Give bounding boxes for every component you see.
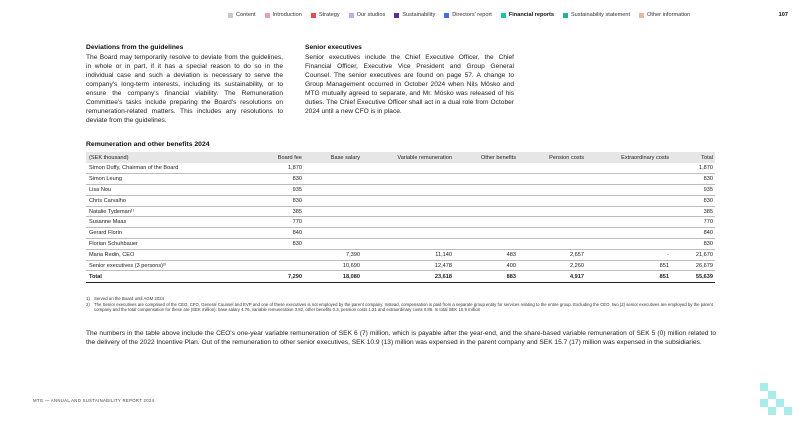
table-title: Remuneration and other benefits 2024 [86,141,210,148]
nav-swatch-icon [639,13,644,18]
table-cell [304,195,362,206]
table-cell [454,217,518,228]
table-cell [454,185,518,196]
table-cell: 840 [671,228,715,239]
logo-mark-icon [760,381,794,415]
table-cell: 18,080 [304,271,362,283]
page-number: 107 [778,12,788,18]
table-cell [518,174,586,185]
table-cell: 830 [246,174,304,185]
nav-item-content[interactable] [228,12,256,18]
table-cell: 385 [671,206,715,217]
table-cell: Simon Leung [86,174,246,185]
nav-item-sustainability-statement[interactable] [563,12,630,18]
table-cell: 830 [671,239,715,250]
table-cell [586,206,671,217]
column-header: Other benefits [454,152,518,163]
footnote-text: Served on the Board until AGM 2024 [94,296,164,301]
table-cell [304,185,362,196]
table-cell [586,195,671,206]
table-cell: 2,260 [518,260,586,271]
table-cell [586,163,671,174]
summary-paragraph: The numbers in the table above include the CEO's one-year variable remuneration of SEK 6 (7) million, which is payable after the year-end, and the share-based variable remuneration of SEK 5 (0) million related to the delivery of the 2022 Incentive Plan. Out of the remuneration to other senior executives, SEK 10.9 (13) million was expensed in the parent company and SEK 15.7 (17) million was expensed in the subsidiaries. [86,330,716,347]
table-cell [586,217,671,228]
table-cell: 770 [671,217,715,228]
footnote-text: The Senior executives are comprised of the CEO, CFO, General Counsel and EVP and one of these executives is not employed by the parent company. Instead, compensation is paid from a separate group entity for services relating to the entire group. Excluding the CEO, two (2) senior executives are employed by the parent company and the total compensation for these are (SEK million): base salary 4.76, variable remuneration 3.82, other benefits 0.3, pension costs 1.21 and extraordinary costs 0.85. In total SEK 10.9 million [94,301,713,313]
table-cell: 851 [586,260,671,271]
table-cell [362,228,454,239]
table-cell: 55,639 [671,271,715,283]
table-cell: 12,478 [362,260,454,271]
top-navigation [228,10,788,20]
senior-executives-body: Senior executives include the Chief Executive Officer, the Chief Financial Officer, Executive Vice President and Group General Counsel. The senior executives are found on page 57. A change to Group Management occurred in October 2024 when Nils Mösko and MTG mutually agreed to separate, and Mr. Mösko was released of his duties. The Chief Executive Officer shall act in a dual role from October 2024 until a new CFO is in place. [305,53,514,116]
nav-swatch-icon [265,13,270,18]
table-cell [518,185,586,196]
deviations-heading: Deviations from the guidelines [86,44,184,51]
table-cell: Chris Carvalho [86,195,246,206]
table-cell: 11,140 [362,249,454,260]
nav-item-label: Strategy [318,12,340,18]
table-cell [518,195,586,206]
table-row [86,163,715,174]
nav-item-label: Introduction [272,12,302,18]
nav-item-sustainability[interactable] [394,12,435,18]
nav-item-label: Directors' report [452,12,492,18]
table-cell: 2,657 [518,249,586,260]
table-cell: 7,290 [246,271,304,283]
table-cell: 851 [586,271,671,283]
table-cell [518,239,586,250]
nav-item-other-information[interactable] [639,12,690,18]
nav-swatch-icon [501,13,506,18]
table-cell: Florian Schuhbauer [86,239,246,250]
table-cell [454,174,518,185]
column-header: Base salary [304,152,362,163]
table-cell [304,206,362,217]
table-cell [362,185,454,196]
table-cell: 830 [671,174,715,185]
column-header: Variable remuneration [362,152,454,163]
table-cell [362,217,454,228]
nav-item-our-studios[interactable] [349,12,386,18]
table-cell: 935 [246,185,304,196]
nav-item-label: Our studios [356,12,386,18]
table-cell: Natalie Tydeman¹⁾ [86,206,246,217]
column-header: Pension costs [518,152,586,163]
table-cell [586,239,671,250]
nav-item-label: Sustainability statement [570,12,631,18]
nav-item-label: Financial reports [508,12,554,18]
table-cell: 770 [246,217,304,228]
remuneration-table [86,152,715,283]
table-cell [454,195,518,206]
nav-item-strategy[interactable] [311,12,340,18]
column-header: Extraordinary costs [586,152,671,163]
table-cell [454,163,518,174]
table-cell: 935 [671,185,715,196]
table-cell: Lisa Nou [86,185,246,196]
nav-item-label: Sustainability [402,12,436,18]
table-cell [304,163,362,174]
table-cell: 1,870 [246,163,304,174]
table-cell: 1,870 [671,163,715,174]
table-cell: 883 [454,271,518,283]
table-total-row [86,271,715,283]
table-cell: 21,670 [671,249,715,260]
table-cell: 10,690 [304,260,362,271]
table-cell: 23,618 [362,271,454,283]
column-header: Board fee [246,152,304,163]
table-cell [454,228,518,239]
table-cell: Maria Redin, CEO [86,249,246,260]
table-row [86,185,715,196]
table-cell: 385 [246,206,304,217]
table-cell [454,239,518,250]
table-cell: 400 [454,260,518,271]
table-row [86,260,715,271]
table-cell: 26,679 [671,260,715,271]
nav-item-label: Other information [647,12,691,18]
senior-executives-section [305,43,514,116]
table-cell [362,163,454,174]
footnote-number: 2) [86,301,90,307]
nav-swatch-icon [394,13,399,18]
table-cell [518,228,586,239]
table-cell: 830 [671,195,715,206]
table-cell [518,206,586,217]
table-cell [304,239,362,250]
table-cell: Simon Duffy, Chairman of the Board [86,163,246,174]
table-cell [304,174,362,185]
table-cell [246,260,304,271]
footnote [86,302,716,313]
column-header: (SEK thousand) [86,152,246,163]
nav-swatch-icon [228,13,233,18]
deviations-body: The Board may temporarily resolve to deviate from the guidelines, in whole or in part, if it has a special reason to do so in the individual case and such a deviation is necessary to serve the company's long-term interests, including its sustainability, or to ensure the company's financial viability. The Remuneration Committee's tasks include preparing the Board's resolutions on remuneration-related matters. This includes any resolutions to deviate from the guidelines. [86,53,283,125]
table-cell [304,228,362,239]
table-cell [586,174,671,185]
nav-item-label: Content [236,12,256,18]
senior-executives-heading: Senior executives [305,44,362,51]
table-cell [246,249,304,260]
table-cell: - [586,249,671,260]
table-cell: Gerard Florin [86,228,246,239]
table-cell: 7,390 [304,249,362,260]
table-row [86,174,715,185]
table-header-row [86,152,715,163]
table-cell [454,206,518,217]
table-cell [586,185,671,196]
footnote-number: 1) [86,296,90,301]
footnotes [86,296,716,313]
nav-swatch-icon [349,13,354,18]
nav-swatch-icon [444,13,449,18]
nav-item-introduction[interactable] [265,12,302,18]
table-cell [362,174,454,185]
table-cell [518,217,586,228]
table-row [86,239,715,250]
table-cell: 830 [246,195,304,206]
table-cell: 4,917 [518,271,586,283]
nav-item-financial-reports[interactable] [501,12,554,18]
table-cell [362,195,454,206]
column-header: Total [671,152,715,163]
table-cell [362,239,454,250]
table-row [86,249,715,260]
table-cell: Total [86,271,246,283]
table-cell [518,163,586,174]
table-row [86,195,715,206]
table-cell: 840 [246,228,304,239]
table-body [86,163,715,283]
table-cell [586,228,671,239]
table-row [86,217,715,228]
table-cell [362,206,454,217]
table-row [86,228,715,239]
table-cell [304,217,362,228]
table-cell: Susanne Maas [86,217,246,228]
table-row [86,206,715,217]
nav-swatch-icon [311,13,316,18]
table-cell: 830 [246,239,304,250]
page-footer: MTG — ANNUAL AND SUSTAINABILITY REPORT 2024 [33,398,155,403]
nav-swatch-icon [563,13,568,18]
deviations-section [86,43,283,125]
nav-item-directors-report[interactable] [444,12,492,18]
table-cell: 483 [454,249,518,260]
table-cell: Senior executives (3 persons)²⁾ [86,260,246,271]
